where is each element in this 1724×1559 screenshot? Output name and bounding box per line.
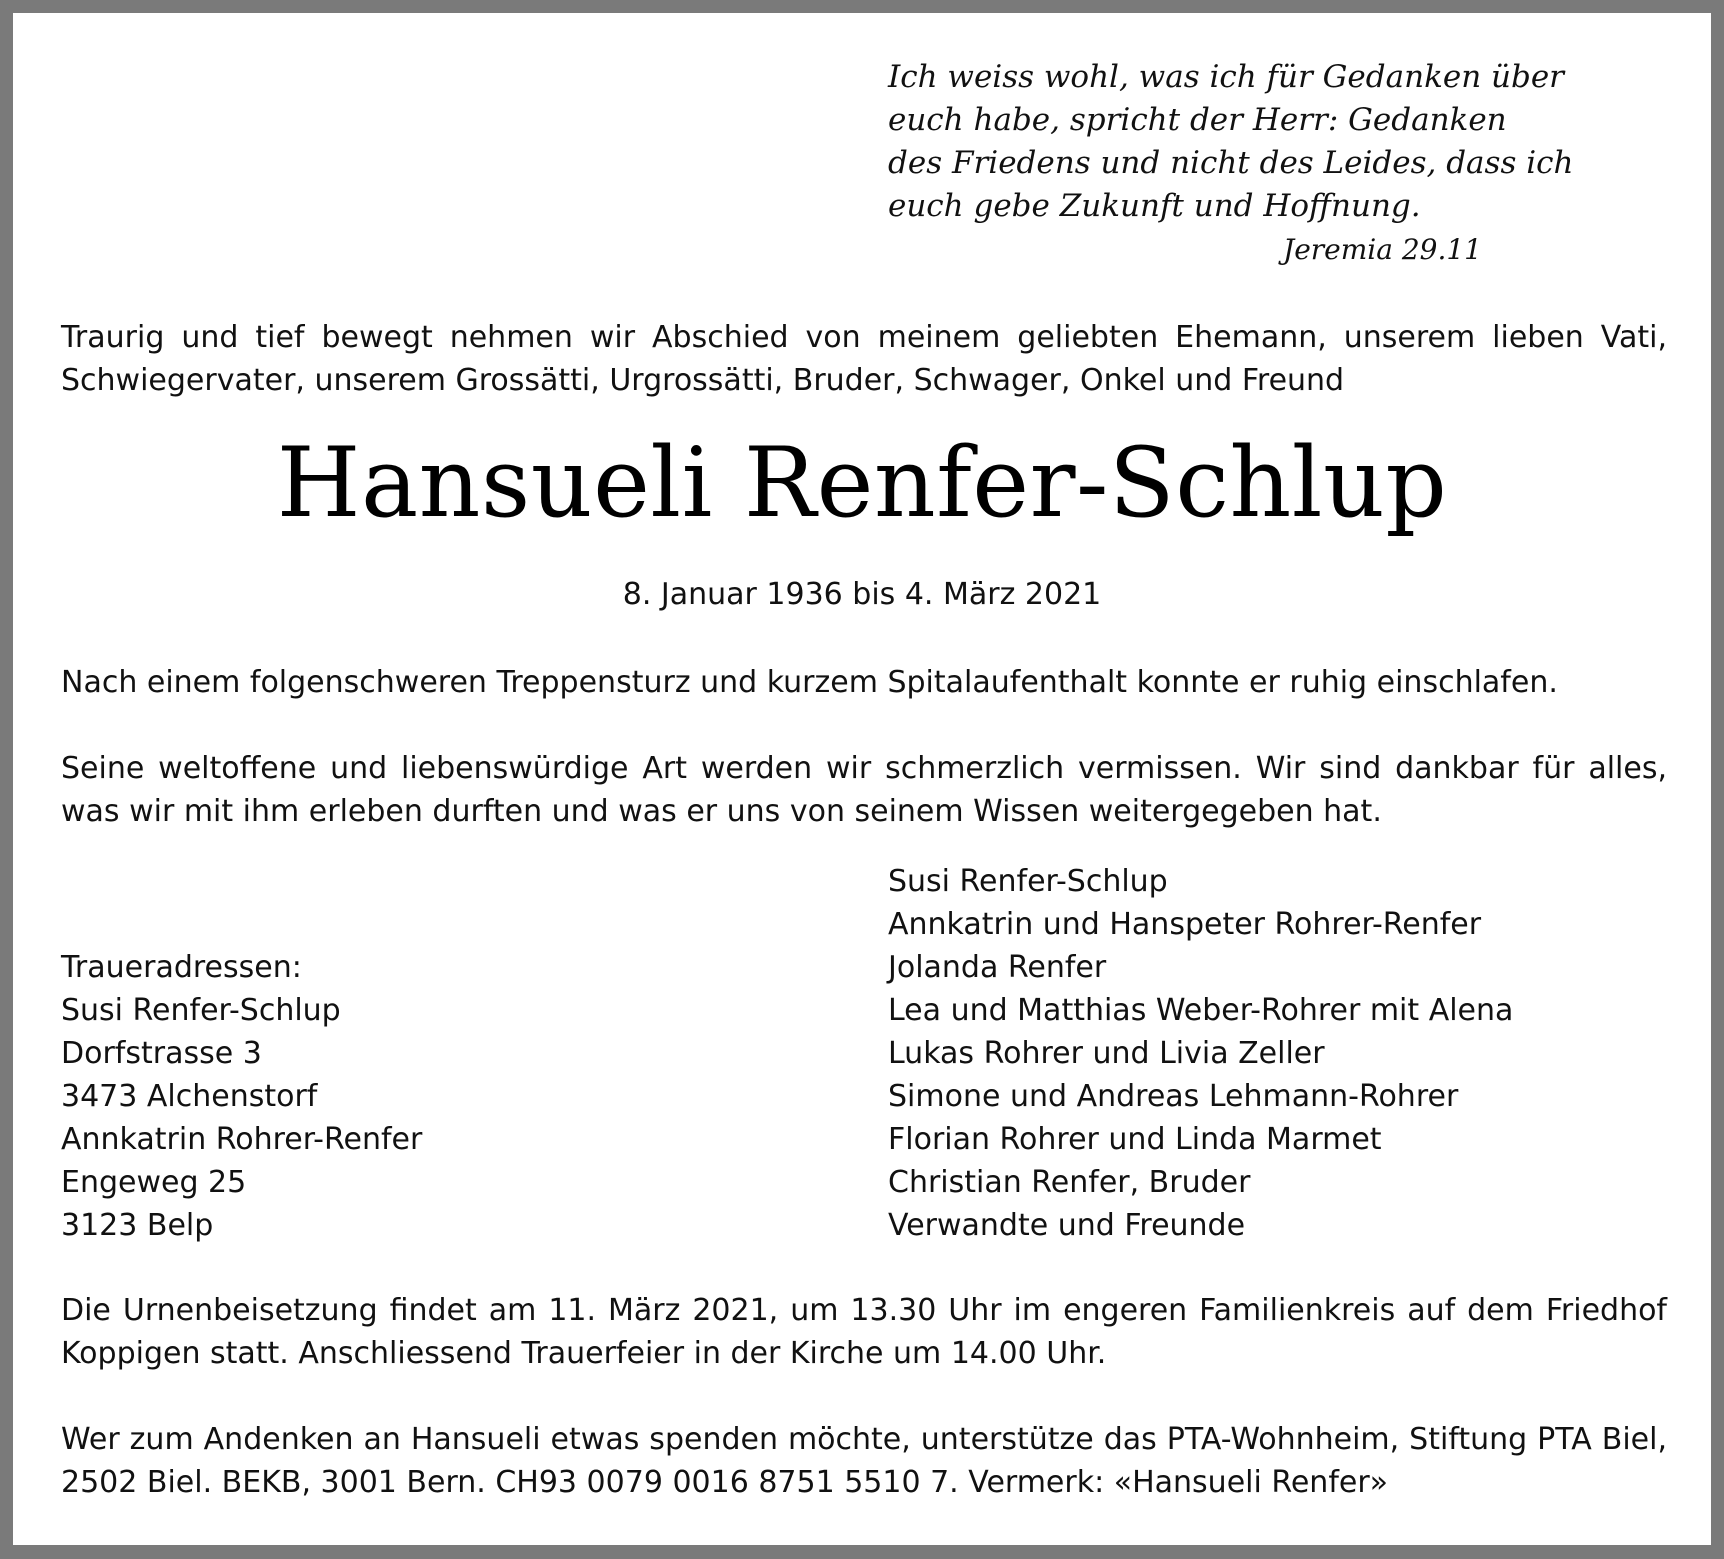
life-dates: 8. Januar 1936 bis 4. März 2021 [622, 577, 1102, 612]
addresses-heading: Traueradressen: [61, 950, 302, 985]
mourner-name: Florian Rohrer und Linda Marmet [888, 1122, 1382, 1157]
mourning-addresses [61, 946, 781, 1247]
intro-text: Traurig und tief bewegt nehmen wir Abschied von meinem geliebten Ehemann, unserem lieben Vati, Schwiegervater, unserem Grossätti, Urgrossätti, Bruder, Schwager, Onkel und Freund [61, 320, 1667, 398]
mourner-name: Annkatrin und Hanspeter Rohrer-Renfer [888, 907, 1482, 942]
obituary-notice [13, 13, 1711, 1545]
verse-line: des Friedens und nicht des Leides, dass ich [888, 145, 1574, 181]
remembrance-paragraph: Seine weltoffene und liebenswürdige Art werden wir schmerzlich vermissen. Wir sind dankbar für alles, was wir mit ihm erleben durften und was er uns von seinem Wissen weitergegeben hat. [61, 751, 1667, 829]
bible-verse [888, 56, 1574, 271]
address-line: Dorfstrasse 3 [61, 1036, 262, 1071]
address-line: 3473 Alchenstorf [61, 1079, 318, 1114]
mourner-name: Christian Renfer, Bruder [888, 1165, 1251, 1200]
mourner-name: Susi Renfer-Schlup [888, 864, 1168, 899]
address-line: 3123 Belp [61, 1208, 214, 1243]
mourner-name: Lukas Rohrer und Livia Zeller [888, 1036, 1325, 1071]
deceased-name: Hansueli Renfer-Schlup [276, 427, 1448, 539]
mourner-name: Jolanda Renfer [888, 950, 1107, 985]
mourners-list [888, 860, 1668, 1247]
donation-info: Wer zum Andenken an Hansueli etwas spenden möchte, unterstütze das PTA-Wohnheim, Stiftung PTA Biel, 2502 Biel. BEKB, 3001 Bern. CH93 0079 0016 8751 5510 7. Vermerk: «Hansueli Renfer» [61, 1422, 1667, 1500]
mourner-name: Lea und Matthias Weber-Rohrer mit Alena [888, 993, 1514, 1028]
address-line: Engeweg 25 [61, 1165, 247, 1200]
verse-line: Ich weiss wohl, was ich für Gedanken über [888, 59, 1564, 95]
burial-info: Die Urnenbeisetzung findet am 11. März 2021, um 13.30 Uhr im engeren Familienkreis auf dem Friedhof Koppigen statt. Anschliessend Trauerfeier in der Kirche um 14.00 Uhr. [61, 1293, 1667, 1371]
address-line: Annkatrin Rohrer-Renfer [61, 1122, 423, 1157]
mourner-name: Verwandte und Freunde [888, 1208, 1246, 1243]
verse-source: Jeremia 29.11 [1282, 233, 1482, 266]
mourner-name: Simone und Andreas Lehmann-Rohrer [888, 1079, 1459, 1114]
address-line: Susi Renfer-Schlup [61, 993, 341, 1028]
circumstances-paragraph: Nach einem folgenschweren Treppensturz und kurzem Spitalaufenthalt konnte er ruhig einschlafen. [61, 665, 1558, 700]
verse-line: euch gebe Zukunft und Hoffnung. [888, 188, 1421, 224]
verse-line: euch habe, spricht der Herr: Gedanken [888, 102, 1507, 138]
